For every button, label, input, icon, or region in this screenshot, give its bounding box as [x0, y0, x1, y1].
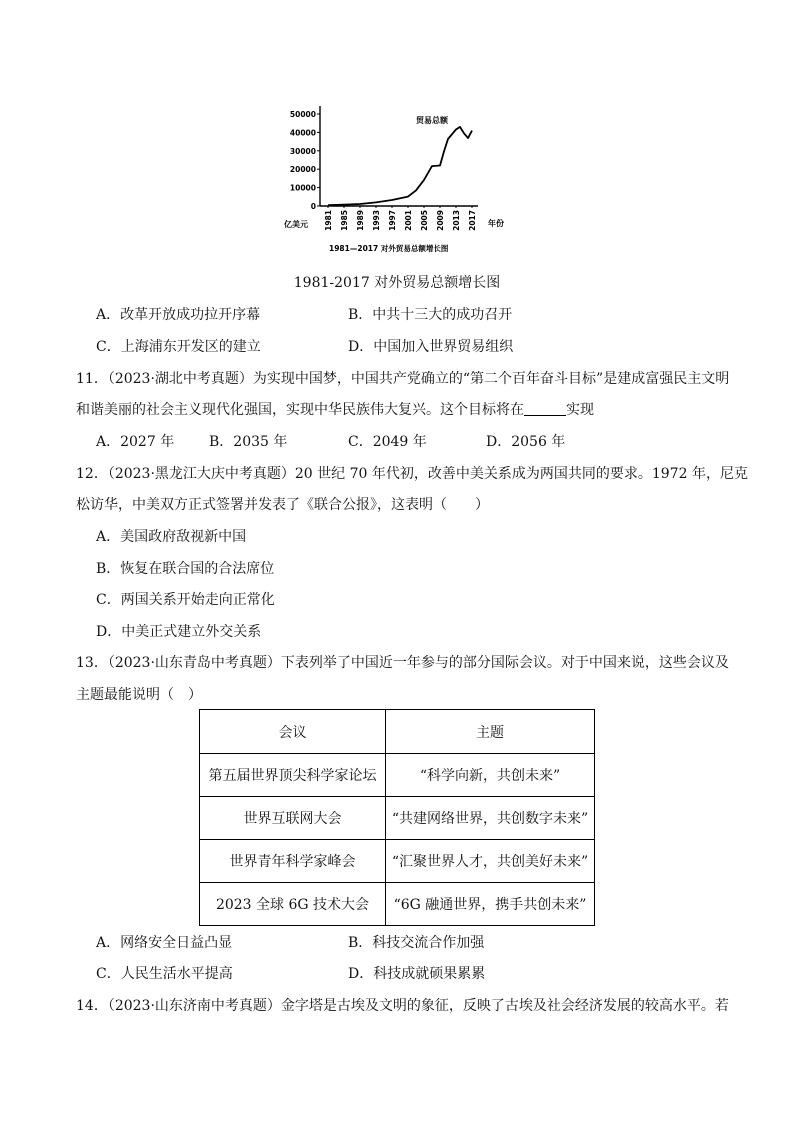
table-cell-meeting: 2023 全球 6G 技术大会: [200, 883, 386, 926]
table-header-theme: 主题: [386, 710, 595, 754]
table-cell-theme: “汇聚世界人才，共创美好未来”: [386, 840, 595, 883]
x-tick-label: 1993: [372, 210, 381, 231]
table-cell-theme: “6G 融通世界，携手共创未来”: [386, 883, 595, 926]
q11-stem-line1: 11．（2023·湖北中考真题）为实现中国梦，中国共产党确立的“第二个百年奋斗目标”是建成富强民主文明: [76, 371, 730, 387]
q12-option-c: C．两国关系开始走向正常化: [96, 592, 275, 608]
x-tick-label: 2009: [436, 210, 445, 231]
q11-option-b: B．2035 年: [209, 434, 288, 450]
table-header-row: [200, 710, 595, 754]
answer-blank: [524, 401, 566, 416]
q11-option-a: A．2027 年: [96, 434, 175, 450]
q10-option-d: D．中国加入世界贸易组织: [348, 339, 514, 355]
x-tick-label: 1989: [356, 210, 365, 231]
series-label: 贸易总额: [416, 116, 448, 125]
y-tick-label: 40000: [289, 128, 316, 138]
x-tick-label: 1997: [388, 210, 397, 231]
trade-line-chart: [282, 100, 508, 260]
q14-stem-line1: 14．（2023·山东济南中考真题）金字塔是古埃及文明的象征，反映了古埃及社会经济发展的较高水平。若: [76, 998, 729, 1014]
series-line: [328, 127, 472, 205]
y-tick-label: 0: [310, 202, 316, 211]
table-cell-meeting: 第五届世界顶尖科学家论坛: [200, 754, 386, 797]
x-tick-label: 2013: [452, 210, 461, 231]
y-unit-label: 亿美元: [284, 220, 308, 229]
chart-title: 1981—2017 对外贸易总额增长图: [329, 244, 449, 253]
x-axis-label: 年份: [488, 219, 504, 228]
trade-chart: [282, 100, 508, 260]
q10-option-c: C．上海浦东开发区的建立: [96, 339, 261, 355]
q13-option-a: A．网络安全日益凸显: [96, 935, 233, 951]
table-row: [200, 840, 595, 883]
q11-option-d: D．2056 年: [486, 434, 566, 450]
q12-stem-line2: 松访华，中美双方正式签署并发表了《联合公报》，这表明（ ）: [76, 497, 489, 513]
q12-option-a: A．美国政府敌视新中国: [96, 529, 247, 545]
table-cell-theme: “共建网络世界，共创数字未来”: [386, 797, 595, 840]
q13-option-c: C．人民生活水平提高: [96, 966, 233, 982]
q12-option-b: B．恢复在联合国的合法席位: [96, 561, 275, 577]
q12-stem-line1: 12．（2023·黑龙江大庆中考真题）20 世纪 70 年代初，改善中美关系成为两国共同的要求。1972 年，尼克: [76, 466, 748, 482]
table-header-meeting: 会议: [200, 710, 386, 754]
y-tick-label: 50000: [289, 110, 316, 119]
x-tick-label: 1981: [324, 210, 333, 231]
y-tick-label: 30000: [289, 146, 316, 156]
x-tick-label: 1985: [340, 210, 349, 231]
q13-stem-line2: 主题最能说明（ ）: [76, 687, 202, 703]
q11-stem-line2-end: 实现: [566, 402, 594, 418]
x-tick-label: 2001: [404, 210, 413, 231]
x-tick-label: 2005: [420, 210, 429, 231]
table-cell-meeting: 世界青年科学家峰会: [200, 840, 386, 883]
table-row: [200, 883, 595, 926]
q12-option-d: D．中美正式建立外交关系: [96, 624, 262, 640]
x-tick-label: 2017: [468, 210, 477, 231]
y-tick-label: 20000: [289, 165, 316, 175]
figure-caption: 1981-2017 对外贸易总额增长图: [293, 275, 501, 291]
q11-stem-line2: [76, 399, 594, 419]
table-cell-theme: “科学向新，共创未来”: [386, 754, 595, 797]
q13-stem-line1: 13．（2023·山东青岛中考真题）下表列举了中国近一年参与的部分国际会议。对于中国来说，这些会议及: [76, 655, 729, 671]
q10-option-a: A．改革开放成功拉开序幕: [96, 307, 261, 323]
y-tick-label: 10000: [289, 183, 316, 193]
q13-option-b: B．科技交流合作加强: [348, 935, 485, 951]
q13-option-d: D．科技成就硕果累累: [348, 966, 486, 982]
q11-stem-line2-text: 和谐美丽的社会主义现代化强国，实现中华民族伟大复兴。这个目标将在: [76, 402, 524, 418]
table-row: [200, 797, 595, 840]
q10-option-b: B．中共十三大的成功召开: [348, 307, 513, 323]
table-cell-meeting: 世界互联网大会: [200, 797, 386, 840]
table-row: [200, 754, 595, 797]
conference-table: [199, 709, 595, 926]
q11-option-c: C．2049 年: [348, 434, 427, 450]
